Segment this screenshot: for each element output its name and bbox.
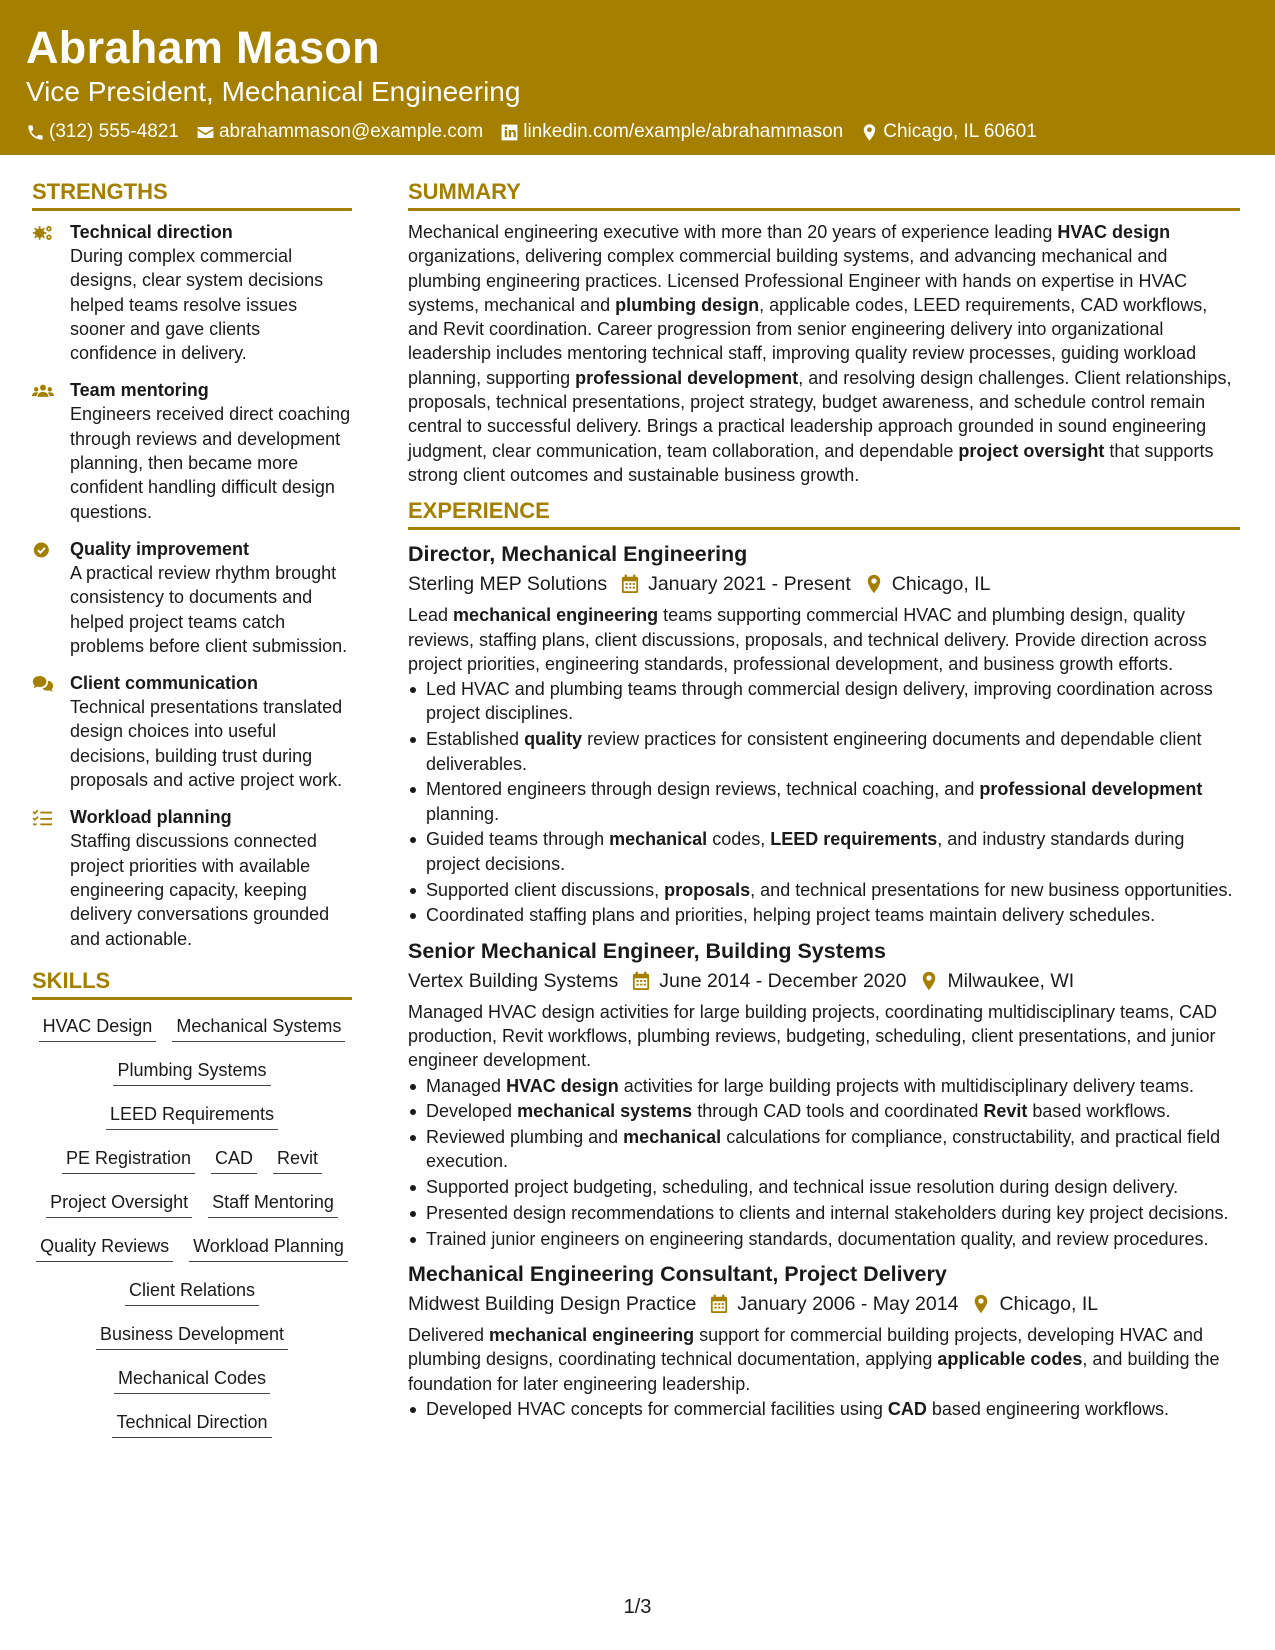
comments-icon <box>32 674 54 694</box>
job-dates-text: June 2014 - December 2020 <box>659 969 907 992</box>
skill-tag: Client Relations <box>125 1278 259 1306</box>
contact-location-text: Chicago, IL 60601 <box>883 121 1037 142</box>
skills-heading: SKILLS <box>32 967 352 1000</box>
calendar-icon <box>632 971 650 991</box>
job-bullet <box>408 727 1240 776</box>
strength-name: Technical direction <box>70 222 233 242</box>
strength-item <box>32 537 352 658</box>
skill-tag: Quality Reviews <box>36 1234 173 1262</box>
emphasis-text: Revit <box>983 1101 1028 1122</box>
strength-item <box>32 378 352 523</box>
summary-heading: SUMMARY <box>408 178 1240 211</box>
job-bullet <box>408 1227 1240 1251</box>
text-run: , applicable codes, LEED requirements, CAD workflows, and Revit coordination. Career progression from senior engineering delivery into organizational leadership includes mentoring technical staff, improving quality review processes, guiding workload planning, supporting <box>408 294 1208 388</box>
job-company: Vertex Building Systems <box>408 969 619 992</box>
candidate-name: Abraham Mason <box>26 22 380 73</box>
text-run: calculations for compliance, constructability, and practical field execution. <box>426 1127 1221 1172</box>
job-meta <box>408 569 1240 599</box>
gears-icon <box>32 223 54 243</box>
contact-linkedin-text: linkedin.com/example/abrahammason <box>523 121 844 142</box>
text-run: planning. <box>426 803 500 824</box>
emphasis-text: mechanical engineering <box>489 1325 695 1346</box>
job-dates-text: January 2021 - Present <box>648 573 851 596</box>
summary-text <box>408 220 1240 487</box>
text-run: , and industry standards during project decisions. <box>426 829 1185 874</box>
job-title: Senior Mechanical Engineer, Building Systems <box>408 938 886 963</box>
skill-tag: PE Registration <box>62 1146 195 1174</box>
text-run: , and technical presentations for new business opportunities. <box>750 879 1233 900</box>
job-bullet <box>408 677 1240 726</box>
linkedin-icon <box>500 123 519 142</box>
check-circle-icon <box>32 540 54 560</box>
job-location-text: Milwaukee, WI <box>947 969 1075 992</box>
job-bullet <box>408 878 1240 902</box>
job-bullets <box>408 677 1240 927</box>
job-bullet <box>408 1201 1240 1225</box>
job-bullet <box>408 1099 1240 1123</box>
location-pin-icon <box>865 574 883 594</box>
job-bullet <box>408 827 1240 876</box>
job-bullet <box>408 1397 1240 1421</box>
job-bullet <box>408 1175 1240 1199</box>
job-entry <box>408 539 1240 927</box>
job-location <box>972 1289 1098 1319</box>
emphasis-text: proposals <box>664 879 751 900</box>
job-dates <box>632 966 906 996</box>
calendar-icon <box>710 1294 728 1314</box>
strength-desc: Technical presentations translated design choices into useful decisions, building trust during proposals and active project work. <box>70 697 343 791</box>
skill-tag: Technical Direction <box>112 1410 271 1438</box>
text-run: that supports strong client outcomes and sustainable business growth. <box>408 440 1214 485</box>
calendar-icon <box>621 574 639 594</box>
skill-tag: Staff Mentoring <box>208 1190 338 1218</box>
left-column <box>32 178 352 1438</box>
candidate-title: Vice President, Mechanical Engineering <box>26 76 521 107</box>
text-run: Developed <box>426 1101 518 1122</box>
skill-tag: Revit <box>273 1146 322 1174</box>
job-location <box>865 569 991 599</box>
resume-header <box>0 0 1275 155</box>
skills-list <box>32 1014 352 1438</box>
job-entry <box>408 1259 1240 1421</box>
emphasis-text: quality <box>524 729 583 750</box>
job-description <box>408 1323 1240 1396</box>
text-run: Reviewed plumbing and <box>426 1127 624 1148</box>
text-run: Managed <box>426 1075 507 1096</box>
text-run: Managed HVAC design activities for large building projects, coordinating multidisciplinary teams, CAD production, Revit workflows, plumbing reviews, budgeting, scheduling, client presentations, and junior engineer development. <box>408 1001 1218 1071</box>
strength-desc: During complex commercial designs, clear system decisions helped teams resolve issues sooner and gave clients confidence in delivery. <box>70 246 324 364</box>
text-run: Presented design recommendations to clients and internal stakeholders during key project decisions. <box>426 1203 1229 1223</box>
text-run: based engineering workflows. <box>926 1398 1169 1419</box>
job-dates-text: January 2006 - May 2014 <box>737 1293 959 1316</box>
emphasis-text: HVAC design <box>506 1075 619 1096</box>
skill-tag: Business Development <box>96 1322 288 1350</box>
skill-tag: Workload Planning <box>189 1234 348 1262</box>
text-run: Guided teams through <box>426 829 610 850</box>
text-run: Lead <box>408 605 454 626</box>
strengths-heading: STRENGTHS <box>32 178 352 211</box>
list-check-icon <box>32 808 54 828</box>
users-icon <box>32 381 54 401</box>
text-run: Developed HVAC concepts for commercial facilities using <box>426 1398 888 1419</box>
contact-email-text: abrahammason@example.com <box>218 121 484 142</box>
text-run: Led HVAC and plumbing teams through commercial design delivery, improving coordination across project disciplines. <box>426 679 1213 724</box>
text-run: teams supporting commercial HVAC and plumbing design, quality reviews, staffing plans, client discussions, proposals, and technical delivery. Provide direction across project priorities, engineering standards, professional development, and business growth efforts. <box>408 605 1207 674</box>
text-run: Supported client discussions, <box>426 879 665 900</box>
text-run: through CAD tools and coordinated <box>692 1101 984 1122</box>
text-run: activities for large building projects with multidisciplinary delivery teams. <box>618 1075 1194 1096</box>
emphasis-text: mechanical systems <box>517 1101 693 1122</box>
text-run: Coordinated staffing plans and priorities, helping project teams maintain delivery schedules. <box>426 905 1156 926</box>
job-company: Sterling MEP Solutions <box>408 573 608 596</box>
job-bullet <box>408 903 1240 927</box>
experience-list <box>408 539 1240 1421</box>
text-run: based workflows. <box>1027 1101 1171 1122</box>
experience-heading: EXPERIENCE <box>408 497 1240 530</box>
emphasis-text: applicable codes <box>937 1349 1083 1370</box>
job-description <box>408 603 1240 676</box>
emphasis-text: HVAC design <box>1057 222 1171 242</box>
location-icon <box>860 123 879 142</box>
emphasis-text: mechanical <box>609 829 708 850</box>
contact-linkedin[interactable] <box>500 120 843 144</box>
strength-name: Quality improvement <box>70 538 250 559</box>
job-location <box>920 966 1074 996</box>
job-bullets <box>408 1074 1240 1252</box>
text-run: Delivered <box>408 1325 490 1346</box>
skill-tag: Mechanical Codes <box>114 1366 270 1394</box>
job-dates <box>621 569 851 599</box>
job-title: Director, Mechanical Engineering <box>408 542 748 567</box>
text-run: Supported project budgeting, scheduling, and technical issue resolution during design delivery. <box>426 1177 1179 1198</box>
skill-tag: Plumbing Systems <box>113 1058 270 1086</box>
skill-tag: HVAC Design <box>39 1014 157 1042</box>
skill-tag: Project Oversight <box>46 1190 192 1218</box>
email-icon <box>196 123 215 142</box>
contact-location <box>860 120 1037 144</box>
emphasis-text: professional development <box>979 779 1203 800</box>
text-run: organizations, delivering complex commercial building systems, and advancing mechanical and plumbing engineering practices. Licensed Professional Engineer with hands on expertise in HVAC systems, mechanical and <box>408 246 1188 315</box>
page-number: 1/3 <box>623 1596 652 1618</box>
text-run: Mentored engineers through design reviews, technical coaching, and <box>426 779 980 800</box>
job-location-text: Chicago, IL <box>999 1293 1099 1316</box>
strength-name: Client communication <box>70 673 259 694</box>
phone-icon <box>26 123 45 142</box>
location-pin-icon <box>972 1294 990 1314</box>
strength-desc: A practical review rhythm brought consistency to documents and helped project teams catch problems before client submission. <box>70 562 348 656</box>
job-location-text: Chicago, IL <box>891 573 991 596</box>
emphasis-text: mechanical <box>623 1127 722 1148</box>
strength-item <box>32 671 352 792</box>
strength-name: Workload planning <box>70 807 232 828</box>
contact-phone-text: (312) 555-4821 <box>49 121 179 142</box>
emphasis-text: project oversight <box>958 440 1105 461</box>
text-run: codes, <box>707 829 771 850</box>
skill-tag: LEED Requirements <box>106 1102 278 1130</box>
job-bullets <box>408 1397 1240 1421</box>
text-run: , and resolving design challenges. Client relationships, proposals, technical presentations, project strategy, budget awareness, and schedule control remain central to successful delivery. Brings a practical leadership approach grounded in sound engineering judgment, clear communication, team collaboration, and dependable <box>408 367 1232 461</box>
skill-tag: Mechanical Systems <box>172 1014 345 1042</box>
contact-bar <box>26 120 1249 144</box>
job-description <box>408 1000 1240 1073</box>
text-run: review practices for consistent engineering documents and dependable client deliverables. <box>426 729 1202 774</box>
emphasis-text: professional development <box>575 367 799 388</box>
skill-tag: CAD <box>211 1146 257 1174</box>
emphasis-text: LEED requirements <box>770 829 938 850</box>
text-run: Mechanical engineering executive with more than 20 years of experience leading <box>408 222 1058 242</box>
text-run: , and building the foundation for later engineering leadership. <box>408 1349 1220 1394</box>
contact-phone <box>26 120 179 144</box>
job-dates <box>710 1289 958 1319</box>
right-column <box>408 178 1240 1429</box>
emphasis-text: mechanical engineering <box>453 605 659 626</box>
text-run: Established <box>426 729 525 750</box>
strength-desc: Staffing discussions connected project priorities with available engineering capacity, keeping delivery conversations grounded and actionable. <box>70 831 330 949</box>
job-entry <box>408 936 1240 1251</box>
contact-email[interactable] <box>196 120 483 144</box>
strength-desc: Engineers received direct coaching through reviews and development planning, then became more confident handling difficult design questions. <box>70 404 351 522</box>
emphasis-text: CAD <box>887 1398 927 1419</box>
strength-item <box>32 220 352 365</box>
text-run: support for commercial building projects, developing HVAC and plumbing designs, coordinating technical documentation, applying <box>408 1325 1204 1370</box>
job-bullet <box>408 777 1240 826</box>
strength-item <box>32 805 352 950</box>
text-run: Trained junior engineers on engineering standards, documentation quality, and review procedures. <box>426 1228 1209 1249</box>
strength-name: Team mentoring <box>70 380 209 401</box>
job-meta <box>408 1289 1240 1319</box>
job-meta <box>408 966 1240 996</box>
job-bullet <box>408 1074 1240 1098</box>
job-title: Mechanical Engineering Consultant, Project Delivery <box>408 1262 947 1287</box>
emphasis-text: plumbing design <box>615 294 760 315</box>
job-company: Midwest Building Design Practice <box>408 1293 697 1316</box>
job-bullet <box>408 1125 1240 1174</box>
location-pin-icon <box>920 971 938 991</box>
